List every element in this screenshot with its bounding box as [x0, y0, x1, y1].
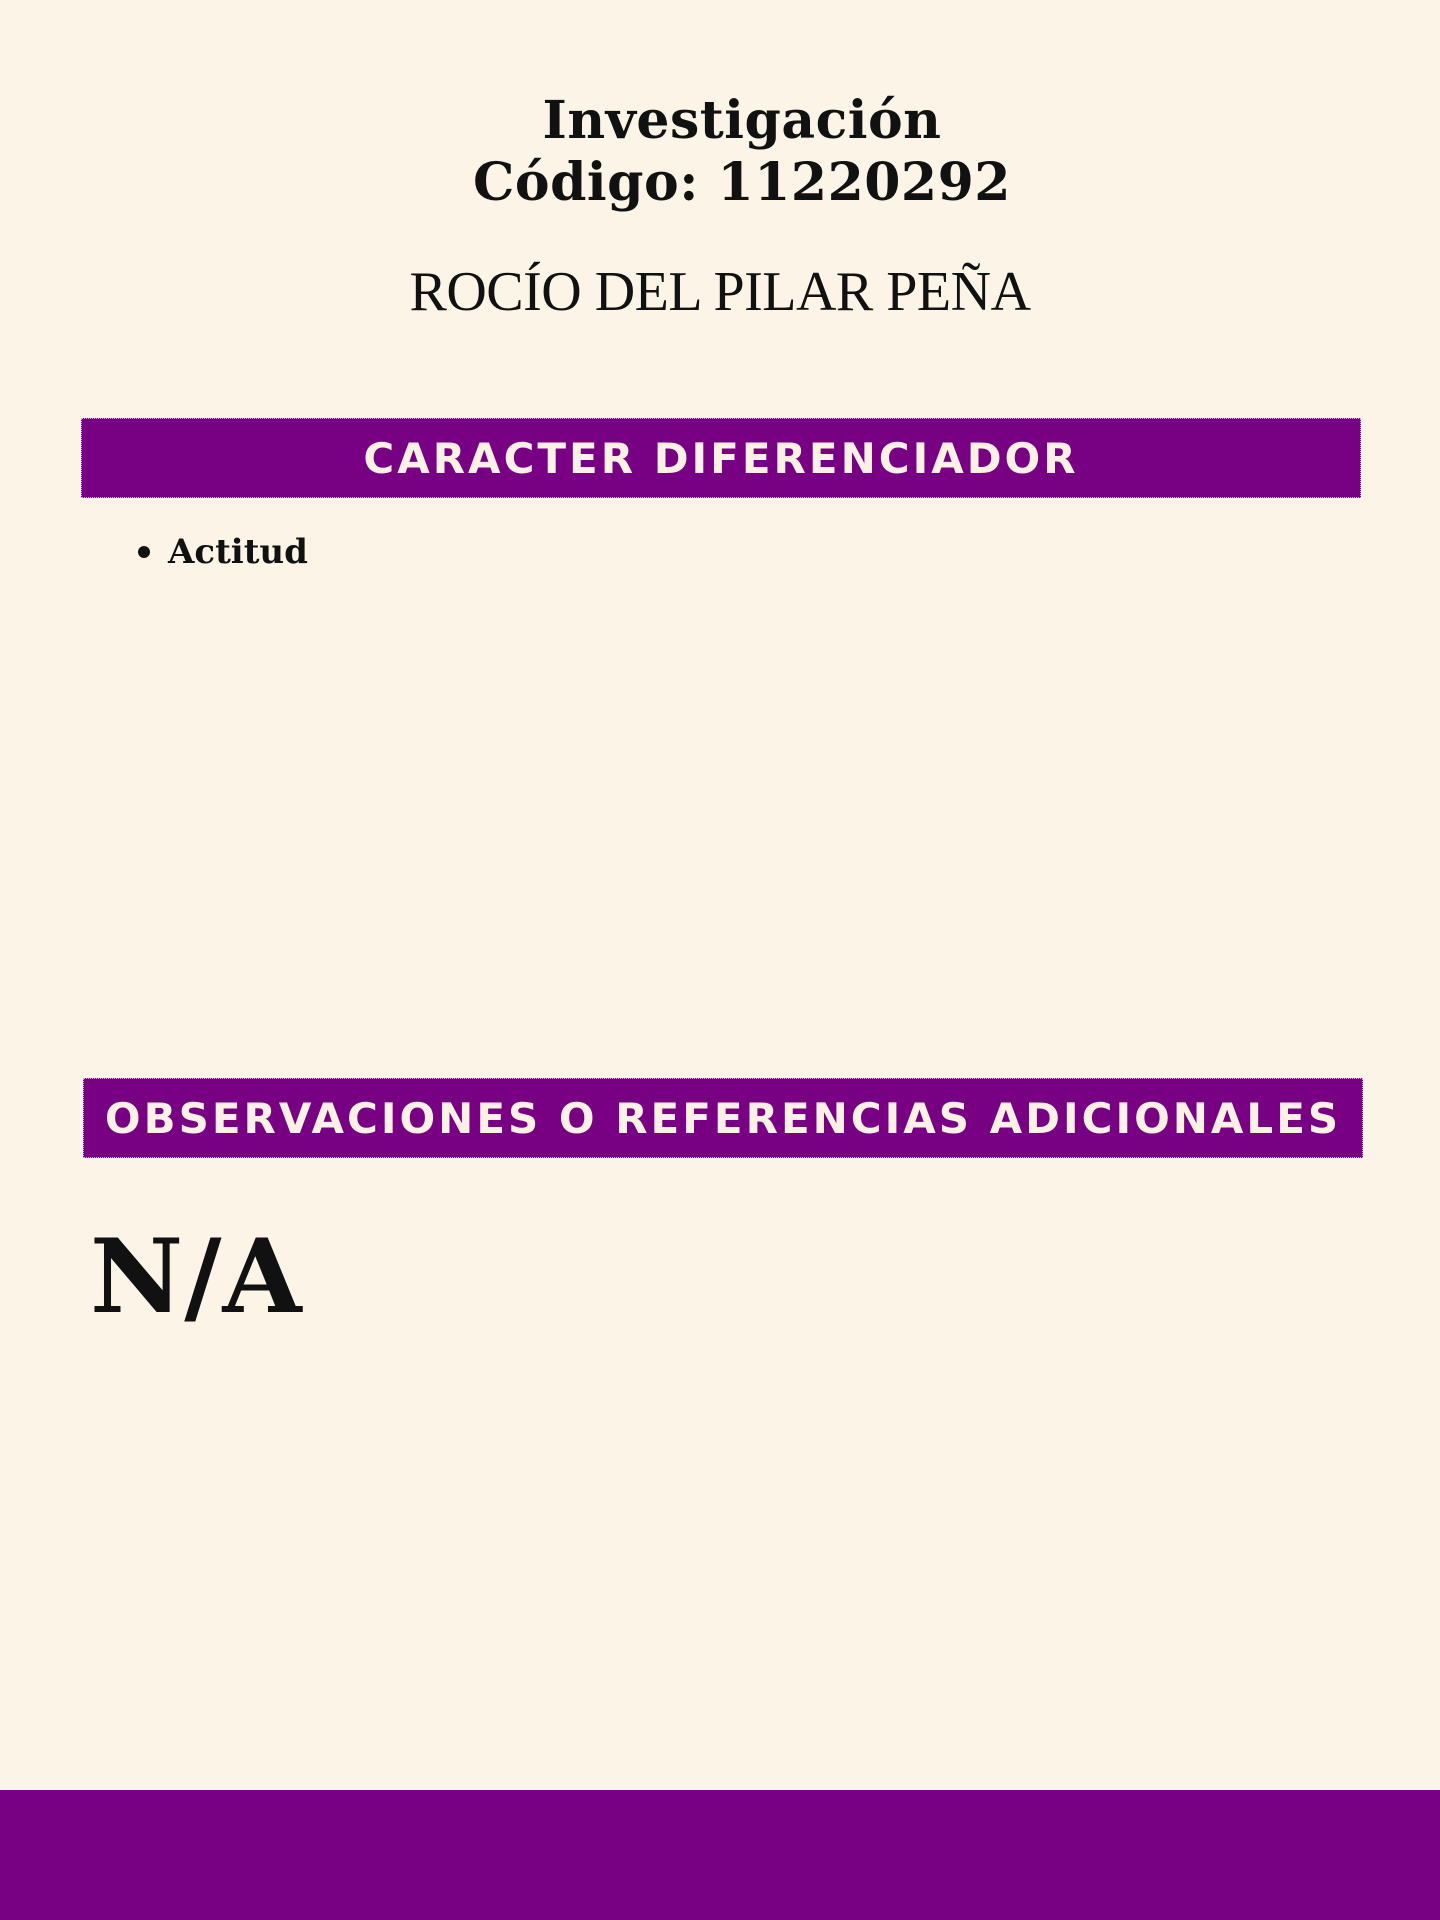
section-bar-differentiator — [81, 418, 1361, 498]
differentiator-list — [0, 528, 768, 576]
section-title-differentiator: CARACTER DIFERENCIADOR — [363, 433, 1079, 483]
section-bar-observations — [83, 1078, 1363, 1158]
document-title: Investigación — [542, 90, 942, 151]
list-item-label: Actitud — [168, 532, 308, 572]
bullet-icon — [138, 546, 150, 558]
observations-value: N/A — [90, 1217, 303, 1337]
person-name: ROCÍO DEL PILAR PEÑA — [409, 261, 1031, 323]
document-code: Código: 11220292 — [473, 152, 1011, 213]
footer-band — [0, 1790, 1440, 1920]
list-item — [168, 528, 768, 576]
section-title-observations: OBSERVACIONES O REFERENCIAS ADICIONALES — [104, 1093, 1342, 1143]
document-header — [0, 90, 1440, 214]
